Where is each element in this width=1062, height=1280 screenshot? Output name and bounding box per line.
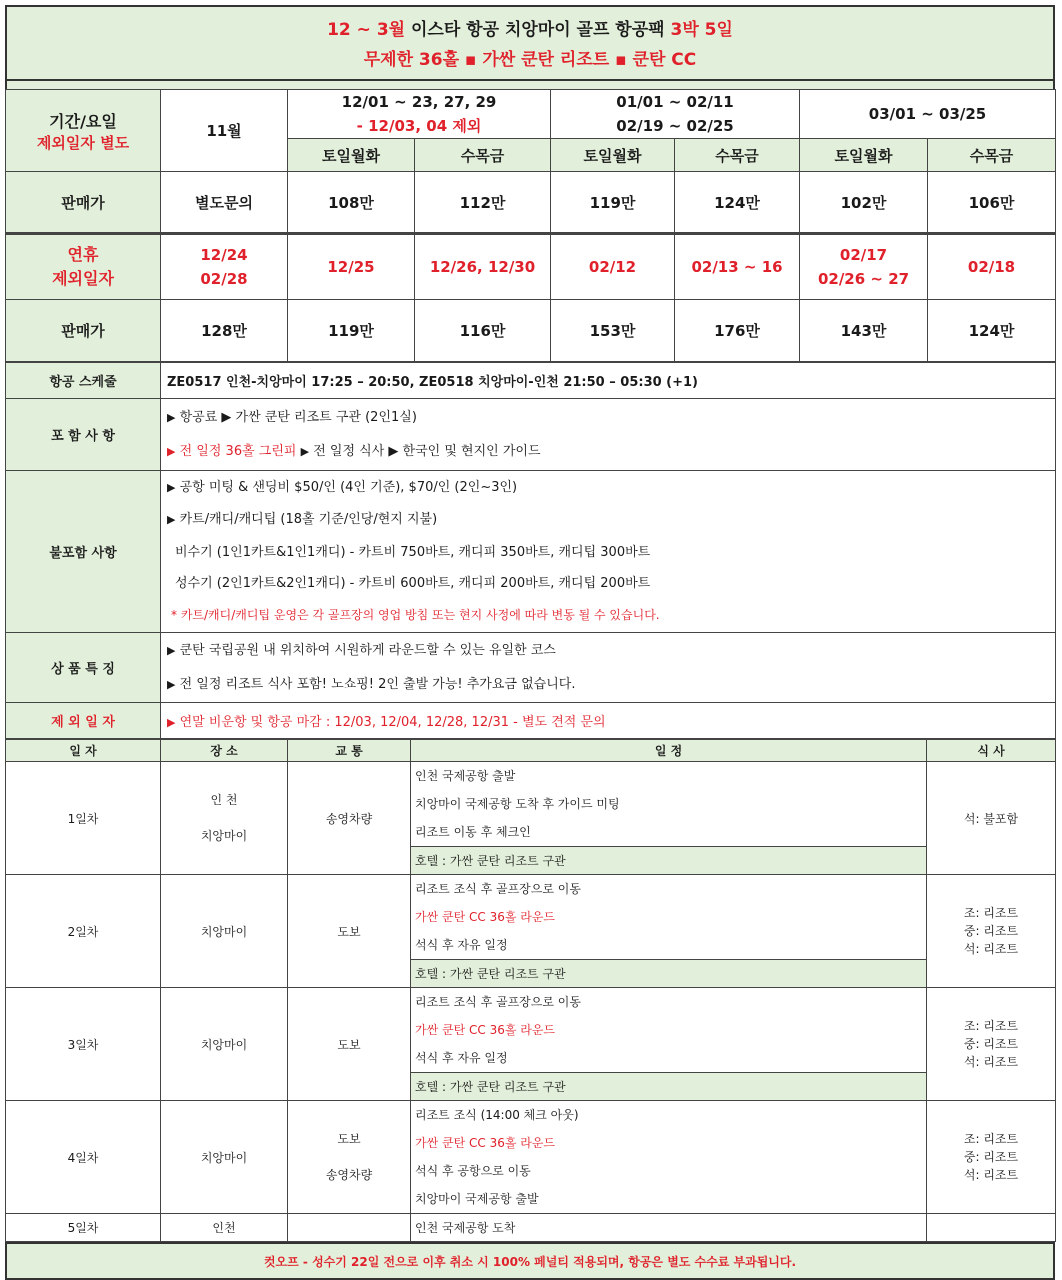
exclude-line-4: 성수기 (2인1카트&2인1캐디) - 카트비 600바트, 캐디피 200바트, 캐디팁 200바트: [175, 575, 651, 591]
transport-cell: [288, 1214, 411, 1242]
excl-date-value: 연말 비운항 및 항공 마감 : 12/03, 12/04, 12/28, 12/31 - 별도 견적 문의: [179, 715, 606, 730]
meal-item: 조: 리조트: [963, 1019, 1019, 1033]
holiday-label-1: 연휴: [67, 245, 99, 264]
holiday-price-cell: 128만: [161, 300, 288, 362]
meal-item: 중: 리조트: [963, 1150, 1019, 1164]
transport-cell: 도보: [288, 875, 411, 988]
holiday-cell: [161, 234, 288, 300]
period-dec-line2: - 12/03, 04 제외: [356, 117, 482, 135]
day-label: 수목금: [928, 139, 1056, 172]
holiday-price-cell: 143만: [800, 300, 928, 362]
period-jan-line1: 01/01 ~ 02/11: [616, 93, 734, 111]
price-table: [5, 89, 1056, 362]
itin-day-row: [6, 762, 1056, 875]
holiday-cell: 02/18: [928, 234, 1056, 300]
bullet-icon: ▶: [167, 444, 176, 458]
holiday-price-cell: 124만: [928, 300, 1056, 362]
hotel-item: 호텔 : 가싼 쿤탄 리조트 구관: [411, 846, 926, 874]
schedule-item: 인천 국제공항 도착: [411, 1214, 927, 1242]
price-cell: 119만: [551, 172, 675, 234]
itin-day-row: [6, 1214, 1056, 1242]
schedule-item: 리조트 조식 후 골프장으로 이동: [415, 995, 581, 1009]
flight-label: 항공 스케줄: [6, 363, 161, 399]
period-jan-line2: 02/19 ~ 02/25: [616, 117, 734, 135]
day-label: 수목금: [675, 139, 800, 172]
holiday-price-cell: 176만: [675, 300, 800, 362]
price-cell: 별도문의: [161, 172, 288, 234]
include-greenfee: 전 일정 36홀 그린피: [179, 443, 297, 459]
transport-cell: [288, 1101, 411, 1214]
schedule-item: 석식 후 자유 일정: [415, 1051, 508, 1065]
meal-cell: [927, 1101, 1056, 1214]
cutoff-footer: 컷오프 - 성수기 22일 전으로 이후 취소 시 100% 페널티 적용되며, 항공은 별도 수수료 부과됩니다.: [5, 1242, 1055, 1280]
itin-header: 교 통: [288, 740, 411, 762]
day-label: 토일월화: [551, 139, 675, 172]
schedule-cell: [411, 1101, 927, 1214]
holiday-header-cell: [6, 234, 161, 300]
holiday-cell: 12/25: [288, 234, 415, 300]
meal-cell: [927, 988, 1056, 1101]
holiday-date: 02/26 ~ 27: [817, 270, 910, 288]
include-line-1: 항공료 ▶ 가싼 쿤탄 리조트 구관 (2인1실): [179, 409, 417, 425]
itin-day-row: [6, 875, 1056, 988]
period-header-cell: [6, 90, 161, 172]
bullet-icon: ▶: [167, 677, 176, 691]
bullet-icon: ▶: [167, 410, 176, 424]
schedule-item-round: 가싼 쿤탄 CC 36홀 라운드: [415, 1136, 556, 1150]
schedule-item: 인천 국제공항 출발: [415, 769, 516, 783]
day-label: 1일차: [6, 762, 161, 875]
holiday-sale-label: 판매가: [6, 300, 161, 362]
holiday-cell: 02/13 ~ 16: [675, 234, 800, 300]
schedule-cell: [411, 762, 927, 875]
meal-cell: 석: 불포함: [927, 762, 1056, 875]
meal-item: 중: 리조트: [963, 1037, 1019, 1051]
include-line-2: 전 일정 식사 ▶ 한국인 및 현지인 가이드: [313, 443, 541, 459]
schedule-item-round: 가싼 쿤탄 CC 36홀 라운드: [415, 910, 556, 924]
feature-label: 상 품 특 징: [6, 633, 161, 703]
bullet-icon: ▶: [167, 480, 176, 494]
exclude-cell: [161, 471, 1056, 633]
exclude-label: 불포함 사항: [6, 471, 161, 633]
period-dec-line1: 12/01 ~ 23, 27, 29: [341, 93, 497, 111]
meal-cell: [927, 1214, 1056, 1242]
schedule-item: 리조트 조식 (14:00 체크 아웃): [415, 1108, 579, 1122]
meal-item: 조: 리조트: [963, 1132, 1019, 1146]
itin-day-row: [6, 1101, 1056, 1214]
holiday-price-cell: 119만: [288, 300, 415, 362]
title-duration: 3박 5일: [670, 20, 733, 40]
hotel-item: 호텔 : 가싼 쿤탄 리조트 구관: [411, 959, 926, 987]
hotel-item: 호텔 : 가싼 쿤탄 리조트 구관: [411, 1072, 926, 1100]
day-label: 토일월화: [800, 139, 928, 172]
price-cell: 106만: [928, 172, 1056, 234]
day-label: 3일차: [6, 988, 161, 1101]
title-main: 이스타 항공 치앙마이 골프 항공팩: [405, 20, 671, 40]
flight-value: ZE0517 인천-치앙마이 17:25 – 20:50, ZE0518 치앙마이-인천 21:50 – 05:30 (+1): [161, 363, 1056, 399]
page-title: [5, 5, 1055, 81]
bullet-icon: ▶: [167, 512, 176, 526]
period-label: 기간/요일: [49, 111, 117, 131]
sale-label: 판매가: [6, 172, 161, 234]
period-mar: 03/01 ~ 03/25: [800, 90, 1056, 139]
include-cell: [161, 399, 1056, 471]
itin-day-row: [6, 988, 1056, 1101]
itin-header: 일 정: [411, 740, 927, 762]
schedule-item: 리조트 조식 후 골프장으로 이동: [415, 882, 581, 896]
title-subtitle: 무제한 36홀 ▪ 가싼 쿤탄 리조트 ▪ 쿤탄 CC: [363, 50, 697, 70]
holiday-cell: 12/26, 12/30: [415, 234, 551, 300]
holiday-date: 02/28: [200, 270, 248, 288]
holiday-cell: [800, 234, 928, 300]
schedule-item: 석식 후 공항으로 이동: [415, 1164, 531, 1178]
place-cell: [161, 762, 288, 875]
info-table: [5, 362, 1056, 739]
meal-item: 조: 리조트: [963, 906, 1019, 920]
schedule-cell: [411, 988, 927, 1101]
title-season: 12 ~ 3월: [327, 20, 406, 40]
price-cell: 124만: [675, 172, 800, 234]
holiday-price-cell: 153만: [551, 300, 675, 362]
bullet-icon: ▶: [167, 716, 176, 729]
meal-item: 석: 리조트: [963, 1055, 1019, 1069]
itinerary-table: [5, 739, 1056, 1242]
transport-item: 도보: [337, 1132, 361, 1146]
title-spacer: [5, 81, 1055, 89]
place-cell: 치앙마이: [161, 988, 288, 1101]
itin-header: 장 소: [161, 740, 288, 762]
day-label: 수목금: [415, 139, 551, 172]
feature-line-1: 쿤탄 국립공원 내 위치하여 시원하게 라운드할 수 있는 유일한 코스: [179, 642, 556, 658]
schedule-item: 리조트 이동 후 체크인: [415, 825, 531, 839]
meal-item: 석: 리조트: [963, 1168, 1019, 1182]
schedule-item: 석식 후 자유 일정: [415, 938, 508, 952]
feature-cell: [161, 633, 1056, 703]
meal-cell: [927, 875, 1056, 988]
exclusion-note: 제외일자 별도: [36, 133, 130, 152]
place-cell: 치앙마이: [161, 1101, 288, 1214]
day-label: 5일차: [6, 1214, 161, 1242]
meal-item: 중: 리조트: [963, 924, 1019, 938]
holiday-date: 02/17: [839, 246, 888, 264]
day-label: 토일월화: [288, 139, 415, 172]
exclude-note: * 카트/캐디/캐디팁 운영은 각 골프장의 영업 방침 또는 현지 사정에 따라 변동 될 수 있습니다.: [171, 607, 660, 622]
holiday-label-2: 제외일자: [52, 269, 114, 288]
bullet-icon: ▶: [300, 444, 310, 458]
transport-cell: 도보: [288, 988, 411, 1101]
schedule-item-round: 가싼 쿤탄 CC 36홀 라운드: [415, 1023, 556, 1037]
excl-date-label: 제 외 일 자: [6, 703, 161, 739]
exclude-line-2: 카트/캐디/캐디팁 (18홀 기준/인당/현지 지불): [179, 511, 438, 527]
schedule-item: 치앙마이 국제공항 도착 후 가이드 미팅: [415, 797, 620, 811]
itin-header: 식 사: [927, 740, 1056, 762]
price-cell: 102만: [800, 172, 928, 234]
price-cell: 112만: [415, 172, 551, 234]
day-label: 2일차: [6, 875, 161, 988]
holiday-cell: 02/12: [551, 234, 675, 300]
nov-label: 11월: [161, 90, 288, 172]
day-label: 4일차: [6, 1101, 161, 1214]
holiday-price-cell: 116만: [415, 300, 551, 362]
exclude-line-1: 공항 미팅 & 샌딩비 $50/인 (4인 기준), $70/인 (2인~3인): [179, 479, 518, 495]
excl-date-cell: [161, 703, 1056, 739]
include-label: 포 함 사 항: [6, 399, 161, 471]
transport-cell: 송영차량: [288, 762, 411, 875]
meal-item: 석: 리조트: [963, 942, 1019, 956]
schedule-cell: [411, 875, 927, 988]
place-name: 치앙마이: [200, 829, 248, 843]
holiday-date: 12/24: [200, 246, 248, 264]
period-jan-feb: [551, 90, 800, 139]
period-dec: [288, 90, 551, 139]
feature-line-2: 전 일정 리조트 식사 포함! 노쇼핑! 2인 출발 가능! 추가요금 없습니다.: [179, 676, 576, 692]
golf-package-sheet: [5, 5, 1055, 1280]
itin-header: 일 자: [6, 740, 161, 762]
bullet-icon: ▶: [167, 643, 176, 657]
place-name: 인 천: [210, 793, 238, 807]
price-cell: 108만: [288, 172, 415, 234]
schedule-item: 치앙마이 국제공항 출발: [415, 1192, 539, 1206]
place-cell: 치앙마이: [161, 875, 288, 988]
exclude-line-3: 비수기 (1인1카트&1인1캐디) - 카트비 750바트, 캐디피 350바트, 캐디팁 300바트: [175, 544, 651, 560]
place-cell: 인천: [161, 1214, 288, 1242]
transport-item: 송영차량: [325, 1168, 373, 1182]
